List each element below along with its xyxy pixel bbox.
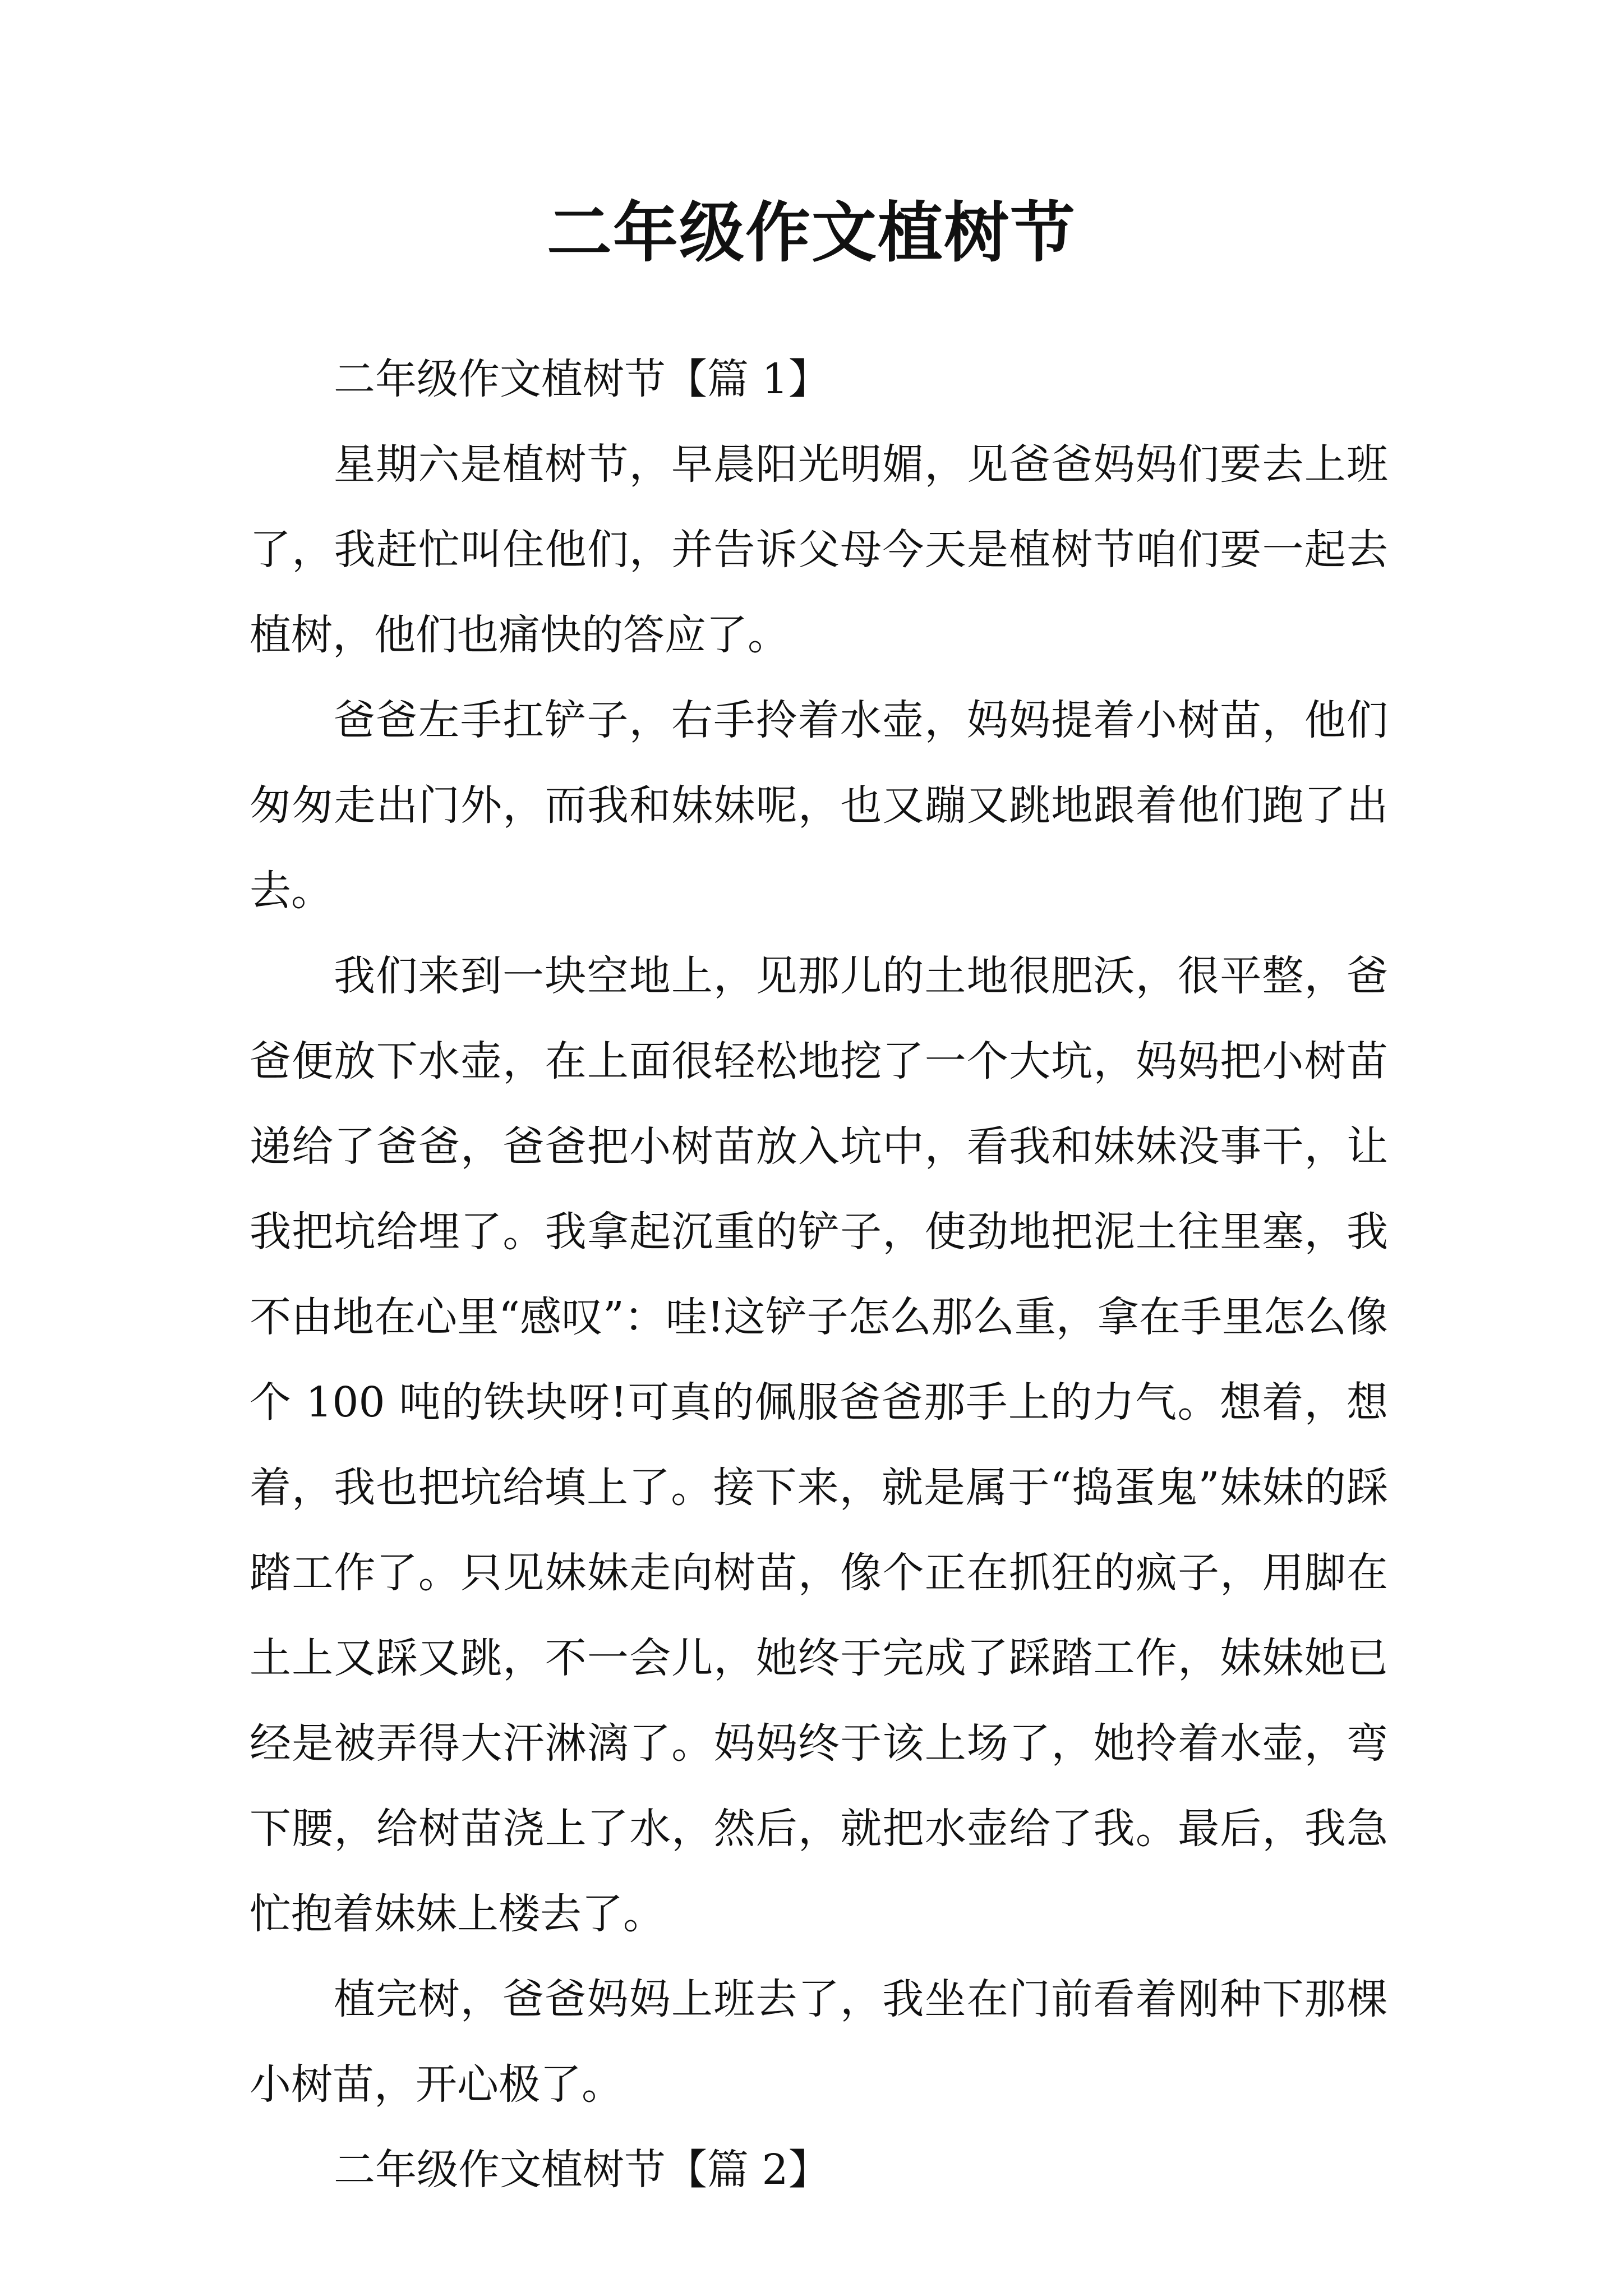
paragraph: 我们来到一块空地上，见那儿的土地很肥沃，很平整，爸爸便放下水壶，在上面很轻松地挖了一个大坑，妈妈把小树苗递给了爸爸，爸爸把小树苗放入坑中，看我和妹妹没事干，让我把坑给埋了。我拿起沉重的铲子，使劲地把泥土往里塞，我不由地在心里“感叹”：哇!这铲子怎么那么重，拿在手里怎么像个 100 吨的铁块呀!可真的佩服爸爸那手上的力气。想着，想着，我也把坑给填上了。接下来，就是属于“捣蛋鬼”妹妹的踩踏工作了。只见妹妹走向树苗，像个正在抓狂的疯子，用脚在土上又踩又跳，不一会儿，她终于完成了踩踏工作，妹妹她已经是被弄得大汗淋漓了。妈妈终于该上场了，她拎着水壶，弯下腰，给树苗浇上了水，然后，就把水壶给了我。最后，我急忙抱着妹妹上楼去了。 xyxy=(250,952,1388,1938)
document-title: 二年级作文植树节 xyxy=(547,195,1076,271)
paragraph: 爸爸左手扛铲子，右手拎着水壶，妈妈提着小树苗，他们匆匆走出门外，而我和妹妹呢，也又蹦又跳地跟着他们跑了出去。 xyxy=(250,696,1388,915)
paragraph: 星期六是植树节，早晨阳光明媚，见爸爸妈妈们要去上班了，我赶忙叫住他们，并告诉父母今天是植树节咱们要一起去植树，他们也痛快的答应了。 xyxy=(250,440,1388,659)
section-heading-2: 二年级作文植树节【篇 2】 xyxy=(334,2146,830,2194)
paragraph: 植完树，爸爸妈妈上班去了，我坐在门前看着刚种下那棵小树苗，开心极了。 xyxy=(250,1975,1388,2109)
document-body xyxy=(250,337,1388,2212)
section-heading-1: 二年级作文植树节【篇 1】 xyxy=(334,355,830,403)
